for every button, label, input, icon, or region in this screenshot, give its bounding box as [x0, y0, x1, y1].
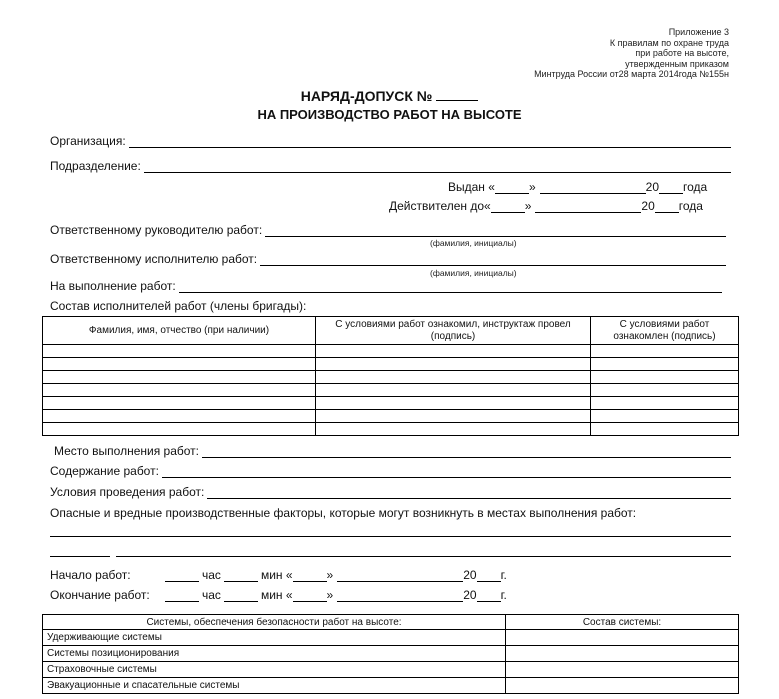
- appendix-line-5: Минтруда России от28 марта 2014года №155н: [534, 69, 729, 79]
- executor-hint: (фамилия, инициалы): [430, 268, 517, 278]
- appendix-note: [534, 27, 729, 80]
- manager-field[interactable]: [265, 225, 726, 237]
- issued-close-quote: »: [528, 180, 536, 194]
- table-row: [43, 358, 739, 371]
- organization-row: [50, 133, 731, 148]
- end-year-suffix: г.: [500, 588, 507, 602]
- work-content-label: Содержание работ:: [50, 464, 159, 478]
- manager-row: [50, 222, 726, 237]
- assignment-label: На выполнение работ:: [50, 279, 176, 293]
- hazards-field-1[interactable]: [50, 536, 731, 537]
- system-composition-field[interactable]: [506, 678, 739, 694]
- end-row: [50, 587, 507, 602]
- system-name: Удерживающие системы: [43, 630, 506, 646]
- issued-year-prefix: 20: [645, 180, 659, 194]
- system-name: Эвакуационные и спасательные системы: [43, 678, 506, 694]
- work-conditions-row: [50, 484, 731, 499]
- start-year-prefix: 20: [463, 568, 477, 582]
- table-row: [43, 345, 739, 358]
- valid-year-suffix: года: [678, 199, 703, 213]
- valid-year-prefix: 20: [641, 199, 655, 213]
- issued-row: [448, 179, 707, 194]
- table-row: [43, 423, 739, 436]
- appendix-line-4: утвержденным приказом: [625, 58, 729, 69]
- organization-field[interactable]: [129, 136, 731, 148]
- end-hour-field[interactable]: [165, 590, 199, 602]
- start-year-field[interactable]: [477, 570, 501, 582]
- team-table: [42, 316, 739, 436]
- valid-row: [389, 198, 703, 213]
- end-month-field[interactable]: [337, 590, 463, 602]
- valid-year-field[interactable]: [655, 201, 679, 213]
- systems-col-composition: Состав системы:: [506, 615, 739, 630]
- system-composition-field[interactable]: [506, 630, 739, 646]
- issued-year-field[interactable]: [659, 182, 683, 194]
- appendix-line-2: К правилам по охране труда: [609, 37, 729, 48]
- end-year-field[interactable]: [477, 590, 501, 602]
- start-month-field[interactable]: [337, 570, 463, 582]
- system-name: Системы позиционирования: [43, 646, 506, 662]
- table-row: [43, 384, 739, 397]
- document-title: [0, 88, 779, 104]
- work-content-row: [50, 463, 731, 478]
- team-row: [50, 298, 306, 313]
- valid-month-field[interactable]: [535, 201, 641, 213]
- start-minute-field[interactable]: [224, 570, 258, 582]
- work-place-label: Место выполнения работ:: [54, 444, 200, 458]
- division-row: [50, 158, 731, 173]
- hazards-row: [50, 505, 636, 520]
- work-conditions-field[interactable]: [207, 487, 731, 499]
- table-row: [43, 397, 739, 410]
- executor-label: Ответственному исполнителю работ:: [50, 252, 258, 266]
- table-row: [43, 410, 739, 423]
- end-year-prefix: 20: [463, 588, 477, 602]
- start-label: Начало работ:: [50, 568, 131, 582]
- start-hour-label: час: [202, 568, 221, 582]
- hazards-field-2b[interactable]: [116, 556, 731, 557]
- executor-row: [50, 251, 726, 266]
- start-row: [50, 567, 507, 582]
- organization-label: Организация:: [50, 134, 126, 148]
- valid-label: Действителен до«: [389, 199, 491, 213]
- start-hour-field[interactable]: [165, 570, 199, 582]
- team-col-instructor: С условиями работ ознакомил, инструктаж провел (подпись): [316, 317, 591, 345]
- document-title-text: НАРЯД-ДОПУСК №: [300, 88, 433, 104]
- division-field[interactable]: [144, 161, 731, 173]
- valid-close-quote: »: [524, 199, 532, 213]
- team-col-acknowledged: С условиями работ ознакомлен (подпись): [591, 317, 739, 345]
- start-year-suffix: г.: [500, 568, 507, 582]
- table-row: [43, 646, 739, 662]
- document-subtitle: НА ПРОИЗВОДСТВО РАБОТ НА ВЫСОТЕ: [257, 107, 522, 122]
- permit-number-field[interactable]: [436, 89, 478, 101]
- manager-label: Ответственному руководителю работ:: [50, 223, 263, 237]
- table-row: [43, 371, 739, 384]
- table-row: [43, 630, 739, 646]
- systems-table: [42, 614, 739, 694]
- end-label: Окончание работ:: [50, 588, 150, 602]
- end-day-field[interactable]: [293, 590, 327, 602]
- issued-day-field[interactable]: [495, 182, 529, 194]
- hazards-label: Опасные и вредные производственные факторы, которые могут возникнуть в местах выполнения работ:: [50, 506, 637, 520]
- systems-col-name: Системы, обеспечения безопасности работ на высоте:: [43, 615, 506, 630]
- division-label: Подразделение:: [50, 159, 141, 173]
- system-composition-field[interactable]: [506, 662, 739, 678]
- table-row: [43, 662, 739, 678]
- manager-hint: (фамилия, инициалы): [430, 238, 517, 248]
- system-composition-field[interactable]: [506, 646, 739, 662]
- hazards-field-2a[interactable]: [50, 556, 110, 557]
- work-conditions-label: Условия проведения работ:: [50, 485, 205, 499]
- team-col-name: Фамилия, имя, отчество (при наличии): [43, 317, 316, 345]
- start-day-field[interactable]: [293, 570, 327, 582]
- assignment-row: [50, 278, 722, 293]
- issued-year-suffix: года: [683, 180, 708, 194]
- work-place-field[interactable]: [202, 446, 731, 458]
- executor-field[interactable]: [260, 254, 726, 266]
- end-minute-label: мин «: [260, 588, 293, 602]
- assignment-field[interactable]: [179, 281, 722, 293]
- team-label: Состав исполнителей работ (члены бригады):: [50, 299, 307, 313]
- start-minute-label: мин «: [260, 568, 293, 582]
- issued-month-field[interactable]: [540, 182, 646, 194]
- table-row: [43, 678, 739, 694]
- system-name: Страховочные системы: [43, 662, 506, 678]
- end-hour-label: час: [202, 588, 221, 602]
- work-place-row: [54, 443, 731, 458]
- appendix-line-1: Приложение 3: [668, 27, 729, 37]
- valid-day-field[interactable]: [491, 201, 525, 213]
- work-content-field[interactable]: [162, 466, 731, 478]
- end-minute-field[interactable]: [224, 590, 258, 602]
- appendix-line-3: при работе на высоте,: [635, 48, 729, 58]
- issued-label: Выдан «: [448, 180, 495, 194]
- end-close-quote: »: [326, 588, 334, 602]
- start-close-quote: »: [326, 568, 334, 582]
